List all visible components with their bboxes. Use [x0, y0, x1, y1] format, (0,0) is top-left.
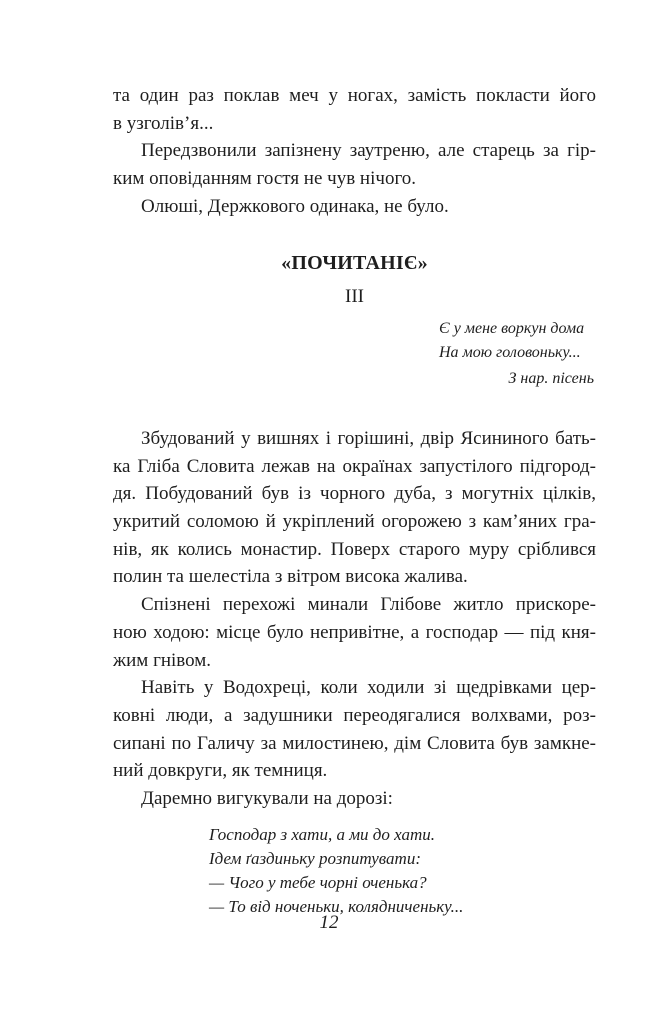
text-line: укритий соломою й укріплений огорожею з кам’яних гра- [113, 511, 596, 533]
epigraph [439, 317, 596, 391]
text-line: ка Гліба Словита лежав на окраїнах запустілого підгород- [113, 455, 596, 477]
text-line: дя. Побудований був із чорного дуба, з могутніх цілків, [113, 483, 596, 505]
text-line: ким оповіданням гостя не чув нічого. [113, 168, 417, 190]
text-line: нів, як колись монастир. Поверх старого муру сріблився [113, 538, 596, 560]
text-line: ний довкруги, як темниця. [113, 760, 328, 782]
paragraph [113, 591, 596, 674]
paragraph [113, 785, 596, 813]
text-line: та один раз поклав меч у ногах, замість покласти його [113, 85, 596, 106]
epigraph-line: Є у мене воркун дома [439, 319, 585, 337]
text-line: полин та шелестіла з вітром висока жалива. [113, 566, 468, 588]
verse [209, 823, 596, 919]
page-number: 12 [319, 912, 339, 933]
epigraph-source: З нар. пісень [508, 369, 594, 387]
text-line: Передзвонили запізнену заутреню, але старець за гір- [141, 140, 596, 162]
text-line: ковні люди, а задушники переодягалися волхвами, роз- [113, 704, 596, 726]
text-line: ною ходою: місце було непривітне, а господар — під кня- [113, 621, 596, 643]
paragraph [113, 674, 596, 785]
text-line: Навіть у Водохреці, коли ходили зі щедрівками цер- [141, 677, 596, 699]
verse-line: Господар з хати, а ми до хати. [209, 824, 435, 844]
page-text [113, 82, 596, 919]
verse-line: — То від ноченьки, колядниченьку... [209, 896, 464, 916]
chapter-number: III [345, 286, 364, 308]
opening-text [113, 82, 596, 221]
verse-line: — Чого у тебе чорні оченька? [209, 872, 427, 892]
text-line: Олюші, Держкового одинака, не було. [141, 195, 449, 217]
epigraph-line: На мою головоньку... [439, 343, 581, 361]
paragraph [113, 425, 596, 591]
text-line: в узголів’я... [113, 112, 214, 134]
text-line: сипані по Галичу за милостинею, дім Словита був замкне- [113, 732, 596, 754]
text-line: Даремно вигукували на дорозі: [141, 788, 393, 810]
chapter-title: «ПОЧИТАНІЄ» [281, 251, 428, 274]
text-line: Збудований у вишнях і горішині, двір Ясининого бать- [141, 427, 596, 449]
verse-line: Ідем ґаздиньку розпитувати: [209, 848, 421, 868]
text-line: Спізнені перехожі минали Глібове житло прискоре- [141, 594, 596, 616]
text-line: жим гнівом. [113, 649, 212, 671]
